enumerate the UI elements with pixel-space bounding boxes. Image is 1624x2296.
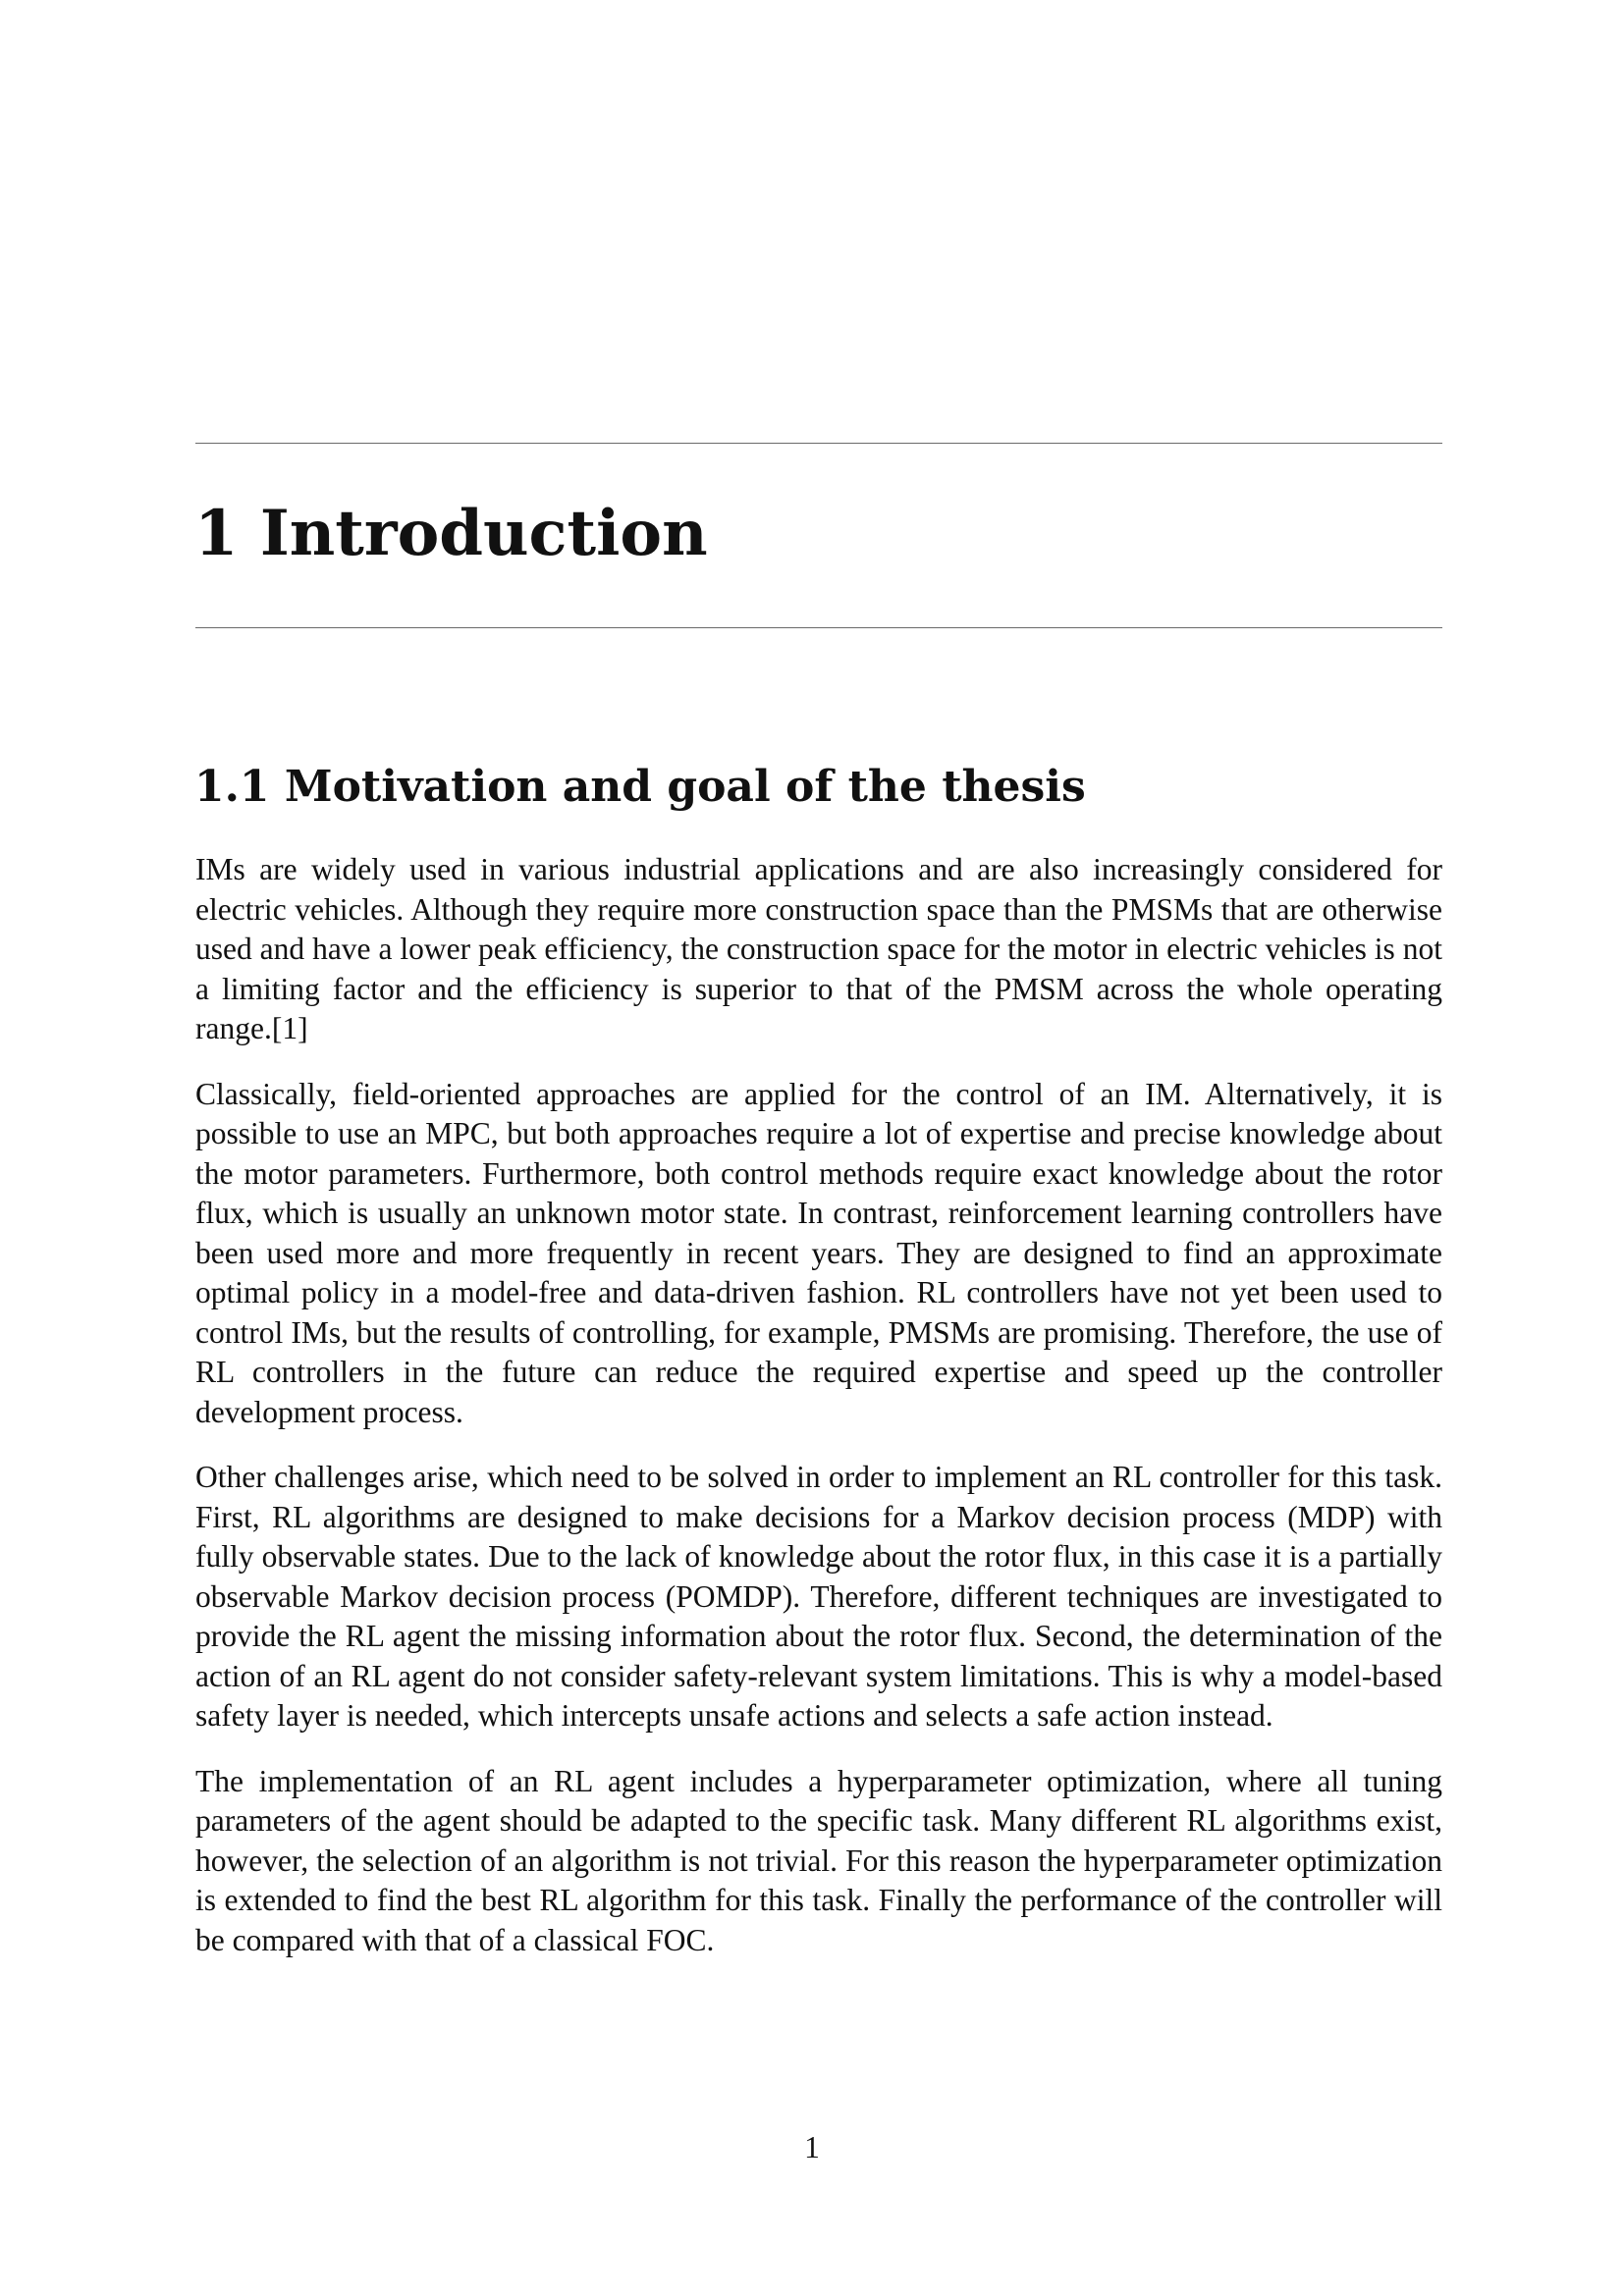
chapter-top-rule bbox=[195, 443, 1442, 444]
paragraph: Other challenges arise, which need to be solved in order to implement an RL controller for this task. First, RL algorithms are designed to make decisions for a Markov decision process (MDP) with fully observable states. Due to the lack of knowledge about the rotor flux, in this case it is a partially observable Markov decision process (POMDP). Therefore, different techniques are investigated to provide the RL agent the missing information about the rotor flux. Second, the determination of the action of an RL agent do not consider safety-relevant system limitations. This is why a model-based safety layer is needed, which intercepts unsafe actions and selects a safe action instead. bbox=[195, 1460, 1442, 1733]
paragraph: Classically, field-oriented approaches are applied for the control of an IM. Alternatively, it is possible to use an MPC, but both approaches require a lot of expertise and precise knowledge about the motor parameters. Furthermore, both control methods require exact knowledge about the rotor flux, which is usually an unknown motor state. In contrast, reinforcement learning controllers have been used more and more frequently in recent years. They are designed to find an approximate optimal policy in a model-free and data-driven fashion. RL controllers have not yet been used to control IMs, but the results of controlling, for example, PMSMs are promising. Therefore, the use of RL controllers in the future can reduce the required expertise and speed up the controller development process. bbox=[195, 1076, 1442, 1429]
paragraph: The implementation of an RL agent includes a hyperparameter optimization, where all tuning parameters of the agent should be adapted to the specific task. Many different RL algorithms exist, however, the selection of an algorithm is not trivial. For this reason the hyperparameter optimization is extended to find the best RL algorithm for this task. Finally the performance of the controller will be compared with that of a classical FOC. bbox=[195, 1763, 1442, 1957]
body-text bbox=[195, 850, 1442, 1986]
section-title: 1.1 Motivation and goal of the thesis bbox=[194, 762, 1086, 812]
page-number: 1 bbox=[804, 2130, 820, 2164]
paragraph: IMs are widely used in various industrial applications and are also increasingly considered for electric vehicles. Although they require more construction space than the PMSMs that are otherwise used and have a lower peak efficiency, the construction space for the motor in electric vehicles is not a limiting factor and the efficiency is superior to that of the PMSM across the whole operating range.[1] bbox=[195, 852, 1442, 1045]
chapter-title: 1 Introduction bbox=[194, 497, 708, 570]
chapter-bottom-rule bbox=[195, 627, 1442, 628]
